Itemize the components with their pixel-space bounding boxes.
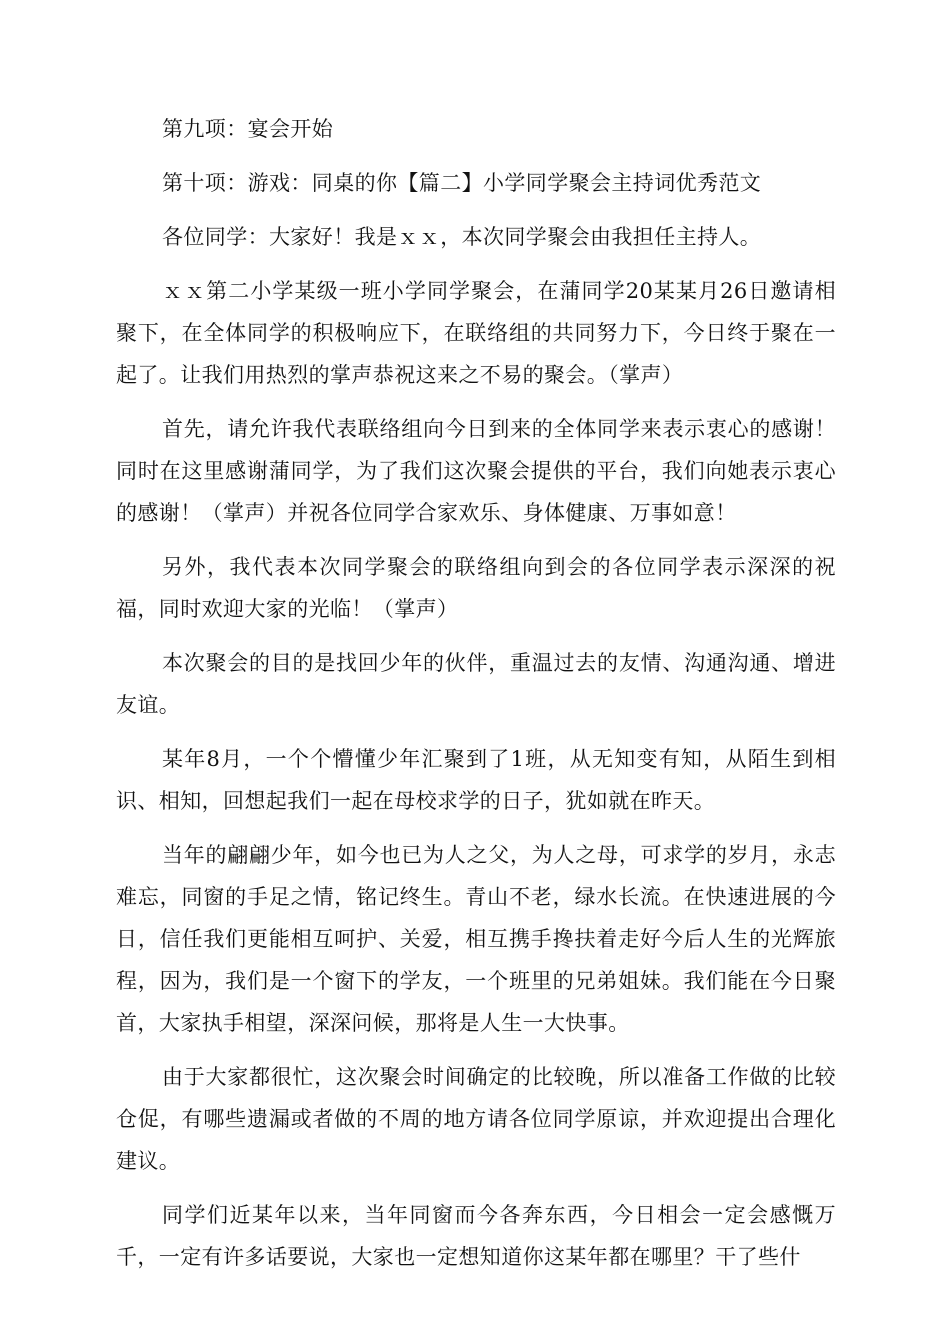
document-body	[116, 108, 836, 1290]
paragraph-thanks: 首先，请允许我代表联络组向今日到来的全体同学来表示衷心的感谢！同时在这里感谢蒲同学，为了我们这次聚会提供的平台，我们向她表示衷心的感谢！（掌声）并祝各位同学合家欢乐、身体健康、万事如意！	[116, 417, 836, 525]
paragraph-apology: 由于大家都很忙，这次聚会时间确定的比较晚，所以准备工作做的比较仓促，有哪些遗漏或者做的不周的地方请各位同学原谅，并欢迎提出合理化建议。	[116, 1065, 836, 1173]
paragraph-reunion: 同学们近某年以来，当年同窗而今各奔东西，今日相会一定会感慨万千，一定有许多话要说，大家也一定想知道你这某年都在哪里？干了些什	[116, 1203, 836, 1269]
paragraph-purpose: 本次聚会的目的是找回少年的伙伴，重温过去的友情、沟通沟通、增进友谊。	[116, 651, 836, 717]
paragraph-item-9-start-banquet: 第九项：宴会开始	[162, 117, 334, 141]
paragraph-item-10-game: 第十项：游戏：同桌的你【篇二】小学同学聚会主持词优秀范文	[162, 171, 762, 195]
paragraph-blessing: 另外，我代表本次同学聚会的联络组向到会的各位同学表示深深的祝福，同时欢迎大家的光临！（掌声）	[116, 555, 836, 621]
paragraph-memory: 某年8月，一个个懵懂少年汇聚到了1班，从无知变有知，从陌生到相识、相知，回想起我们一起在母校求学的日子，犹如就在昨天。	[116, 747, 836, 813]
paragraph-introduction: ｘｘ第二小学某级一班小学同学聚会，在蒲同学20某某月26日邀请相聚下，在全体同学的积极响应下，在联络组的共同努力下，今日终于聚在一起了。让我们用热烈的掌声恭祝这来之不易的聚会。（掌声）	[116, 279, 836, 387]
paragraph-greeting: 各位同学：大家好！我是ｘｘ，本次同学聚会由我担任主持人。	[162, 225, 762, 249]
paragraph-friendship: 当年的翩翩少年，如今也已为人之父，为人之母，可求学的岁月，永志难忘，同窗的手足之情，铭记终生。青山不老，绿水长流。在快速进展的今日，信任我们更能相互呵护、关爱，相互携手搀扶着走好今后人生的光辉旅程，因为，我们是一个窗下的学友，一个班里的兄弟姐妹。我们能在今日聚首，大家执手相望，深深问候，那将是人生一大快事。	[116, 843, 836, 1035]
